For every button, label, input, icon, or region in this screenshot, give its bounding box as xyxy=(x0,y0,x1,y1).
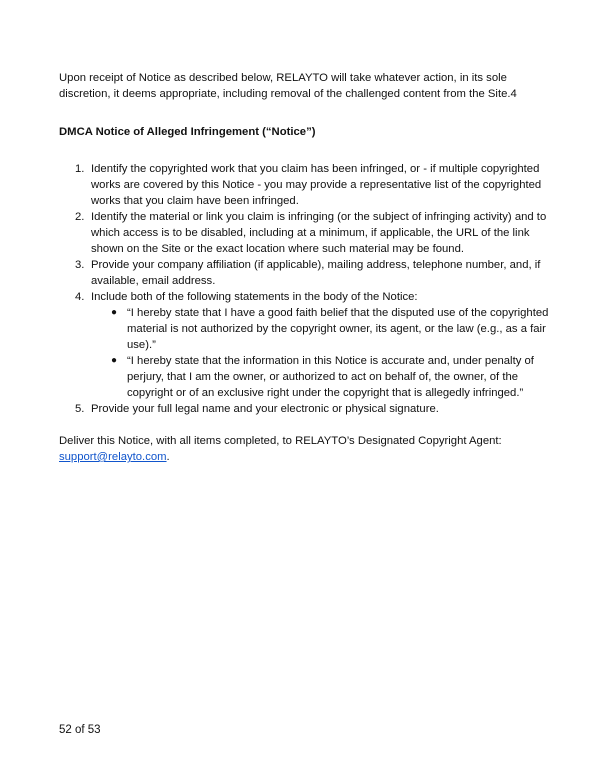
list-item-number: 1. xyxy=(75,163,85,175)
closing-paragraph xyxy=(59,433,549,465)
list-item-number: 2. xyxy=(75,211,85,223)
support-email-link[interactable]: support@relayto.com xyxy=(59,451,167,463)
list-item-number: 4. xyxy=(75,291,85,303)
list-item-text: Include both of the following statements in the body of the Notice: xyxy=(91,291,418,303)
bullet-icon: ● xyxy=(111,355,118,366)
section-heading: DMCA Notice of Alleged Infringement (“Notice”) xyxy=(59,126,316,138)
list-item-text: Identify the copyrighted work that you claim has been infringed, or - if multiple copyrighted works are covered by this Notice - you may provide a representative list of the copyrighted works that you claim have been infringed. xyxy=(91,163,542,207)
list-item xyxy=(59,161,549,209)
statements-list xyxy=(91,305,549,401)
list-item-text: Provide your full legal name and your electronic or physical signature. xyxy=(91,403,439,415)
intro-paragraph: Upon receipt of Notice as described below, RELAYTO will take whatever action, in its sole discretion, it deems appropriate, including removal of the challenged content from the Site.4 xyxy=(59,72,517,100)
list-item-text: Provide your company affiliation (if applicable), mailing address, telephone number, and, if available, email address. xyxy=(91,259,541,287)
list-item-text: Identify the material or link you claim is infringing (or the subject of infringing activity) and to which access is to be disabled, including at a minimum, if applicable, the URL of the link shown on the Site or the exact location where such material may be found. xyxy=(91,211,547,255)
list-item xyxy=(59,257,549,289)
list-item xyxy=(59,209,549,257)
list-item xyxy=(59,401,549,417)
statement-text: “I hereby state that I have a good faith belief that the disputed use of the copyrighted material is not authorized by the copyright owner, its agent, or the law (e.g., as a fair use).” xyxy=(127,307,549,351)
list-item xyxy=(59,289,549,401)
statement-item xyxy=(111,353,549,401)
document-body xyxy=(59,70,549,465)
bullet-icon: ● xyxy=(111,307,118,318)
closing-period: . xyxy=(166,451,170,463)
statement-text: “I hereby state that the information in this Notice is accurate and, under penalty of perjury, that I am the owner, or authorized to act on behalf of, the owner, of the copyright or of an exclusive right under the copyright that is allegedly infringed.” xyxy=(127,355,534,399)
list-item-number: 5. xyxy=(75,403,85,415)
list-item-number: 3. xyxy=(75,259,85,271)
closing-text: Deliver this Notice, with all items completed, to RELAYTO’s Designated Copyright Agent: xyxy=(59,435,502,447)
statement-item xyxy=(111,305,549,353)
page-number: 52 of 53 xyxy=(59,724,101,736)
requirements-list xyxy=(59,161,549,417)
